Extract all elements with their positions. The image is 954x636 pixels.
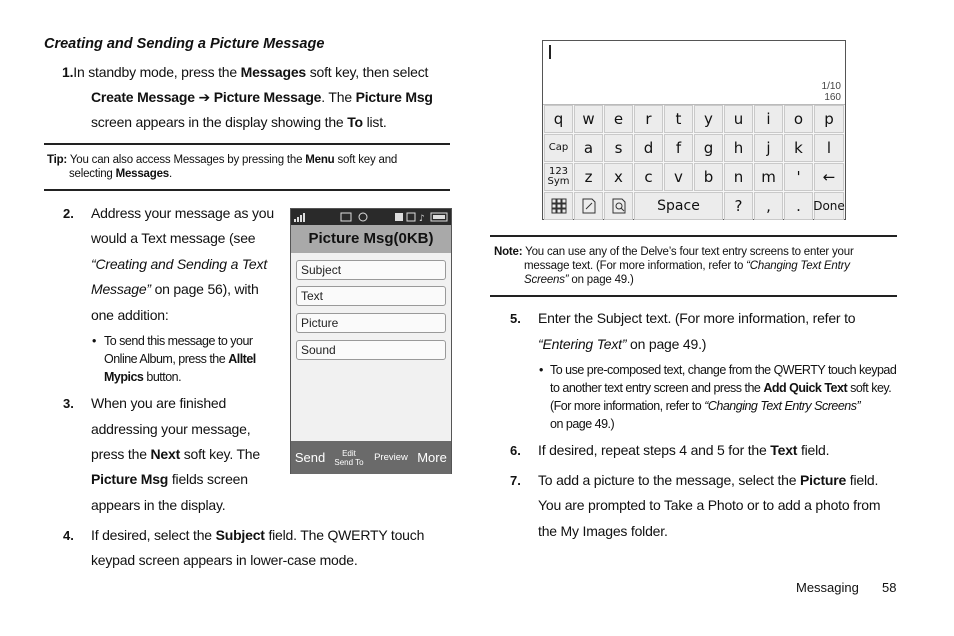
bold-term: Add Quick Text bbox=[763, 381, 848, 395]
key-c[interactable]: c bbox=[634, 163, 663, 191]
sound-field[interactable]: Sound bbox=[296, 340, 446, 360]
character-counter bbox=[822, 81, 841, 103]
text: field. The QWERTY touch bbox=[264, 527, 425, 543]
music-icon: ♪ bbox=[419, 214, 425, 224]
text: screen appears in the display showing the bbox=[91, 114, 348, 130]
step-3-line-2: addressing your message, bbox=[91, 421, 251, 437]
text: . bbox=[168, 168, 172, 180]
step-5-bullet-line-3 bbox=[550, 399, 860, 413]
qwerty-keypad-screenshot bbox=[542, 40, 846, 220]
text: fields screen bbox=[168, 471, 248, 487]
bullet-icon: • bbox=[539, 363, 543, 377]
step-number: 7. bbox=[510, 473, 521, 488]
step-1-line-1 bbox=[62, 64, 428, 80]
clock-icon bbox=[359, 213, 367, 221]
step-7-line-2: You are prompted to Take a Photo or to add a photo from bbox=[538, 497, 881, 513]
step-number: 6. bbox=[510, 443, 521, 458]
page-number: 58 bbox=[882, 580, 897, 595]
bullet-icon: • bbox=[92, 334, 96, 348]
key-label: Sym bbox=[547, 176, 570, 187]
cross-reference: Message” bbox=[91, 281, 151, 297]
note-line-1 bbox=[494, 245, 894, 259]
text: on page 49.) bbox=[568, 274, 634, 286]
note-box bbox=[494, 245, 894, 287]
step-2-bullet-line-1: To send this message to your bbox=[104, 334, 253, 348]
text: If desired, repeat steps 4 and 5 for the bbox=[538, 442, 771, 458]
softkey-label: Edit bbox=[342, 448, 356, 458]
bold-term: Picture Msg bbox=[91, 471, 169, 487]
section-title: Creating and Sending a Picture Message bbox=[44, 36, 325, 52]
step-5-bullet-line-4: on page 49.) bbox=[550, 417, 615, 431]
key-b[interactable]: b bbox=[694, 163, 723, 191]
key-w[interactable]: w bbox=[574, 105, 603, 133]
step-3-line-1: When you are finished bbox=[91, 395, 227, 411]
key-i[interactable]: i bbox=[754, 105, 783, 133]
step-2-line-4 bbox=[91, 281, 259, 297]
step-2-line-1: Address your message as you bbox=[91, 205, 274, 221]
key-z[interactable]: z bbox=[574, 163, 603, 191]
picture-field[interactable]: Picture bbox=[296, 313, 446, 333]
bold-term: To bbox=[347, 114, 363, 130]
step-7-line-1 bbox=[538, 472, 878, 488]
bold-term: Create Message bbox=[91, 89, 195, 105]
step-number: 4. bbox=[63, 528, 74, 543]
bold-term: Messages bbox=[240, 64, 306, 80]
char-remaining: 160 bbox=[824, 92, 841, 103]
key-j[interactable]: j bbox=[754, 134, 783, 162]
phone-fields-list bbox=[291, 253, 451, 441]
step-1-line-3 bbox=[91, 114, 387, 130]
key-n[interactable]: n bbox=[724, 163, 753, 191]
more-softkey[interactable]: More bbox=[417, 450, 447, 465]
text: Online Album, press the bbox=[104, 352, 229, 366]
step-number: 3. bbox=[63, 396, 74, 411]
key-v[interactable]: v bbox=[664, 163, 693, 191]
key-t[interactable]: t bbox=[664, 105, 693, 133]
arrow-icon: ➔ bbox=[198, 90, 211, 106]
picture-msg-screenshot bbox=[290, 208, 452, 474]
text: field. bbox=[797, 442, 830, 458]
text: You can also access Messages by pressing the bbox=[67, 154, 306, 166]
message-icon bbox=[341, 213, 351, 221]
text: You can use any of the Delve’s four text entry screens to enter your bbox=[522, 246, 854, 258]
text-field[interactable]: Text bbox=[296, 286, 446, 306]
tip-line-1 bbox=[47, 153, 447, 167]
step-4-line-1 bbox=[91, 527, 424, 543]
tip-line-2 bbox=[47, 167, 447, 181]
key-o[interactable]: o bbox=[784, 105, 813, 133]
text: soft key, then select bbox=[306, 64, 429, 80]
cross-reference: “Changing Text Entry Screens” bbox=[704, 399, 861, 413]
text-cursor bbox=[549, 45, 551, 59]
step-1-line-2 bbox=[91, 89, 433, 106]
key-h[interactable]: h bbox=[724, 134, 753, 162]
subject-field[interactable]: Subject bbox=[296, 260, 446, 280]
key-q[interactable]: q bbox=[544, 105, 573, 133]
text: on page 56), with bbox=[150, 281, 259, 297]
text: on page 49.) bbox=[626, 336, 707, 352]
key-l[interactable]: l bbox=[814, 134, 844, 162]
key-period[interactable]: . bbox=[784, 192, 813, 220]
note-label: Note: bbox=[494, 246, 523, 258]
text: to another text entry screen and press the bbox=[550, 381, 764, 395]
step-5-bullet-line-2 bbox=[550, 381, 891, 395]
signal-icon bbox=[294, 213, 305, 222]
key-g[interactable]: g bbox=[694, 134, 723, 162]
step-5-line-2 bbox=[538, 336, 706, 352]
footer-section-name: Messaging bbox=[796, 580, 859, 595]
text: In standby mode, press the bbox=[73, 64, 241, 80]
status-icons bbox=[291, 209, 451, 225]
step-3-line-4 bbox=[91, 471, 248, 487]
text: selecting bbox=[69, 168, 116, 180]
text: (For more information, refer to bbox=[550, 399, 705, 413]
phone-softkey-bar bbox=[291, 441, 451, 474]
cross-reference: “Entering Text” bbox=[538, 336, 627, 352]
page-counter: 1/10 bbox=[821, 81, 841, 92]
step-5-bullet-line-1: To use pre-composed text, change from the QWERTY touch keypad bbox=[550, 363, 897, 377]
tip-bottom-rule bbox=[44, 189, 450, 191]
step-2-bullet-line-3 bbox=[104, 370, 181, 384]
key-apostrophe[interactable]: ' bbox=[784, 163, 813, 191]
bold-term: Picture Msg bbox=[355, 89, 433, 105]
softkey-label: Send To bbox=[334, 457, 364, 467]
phone-status-bar bbox=[291, 209, 451, 225]
send-softkey[interactable]: Send bbox=[294, 450, 326, 465]
key-e[interactable]: e bbox=[604, 105, 633, 133]
bold-term: Picture Message bbox=[213, 89, 322, 105]
edit-send-to-softkey[interactable] bbox=[329, 441, 369, 474]
bold-term: Text bbox=[770, 442, 798, 458]
bold-term: Subject bbox=[215, 527, 265, 543]
key-k[interactable]: k bbox=[784, 134, 813, 162]
key-x[interactable]: x bbox=[604, 163, 633, 191]
text: To add a picture to the message, select the bbox=[538, 472, 801, 488]
step-6-line-1 bbox=[538, 442, 829, 458]
step-4-line-2: keypad screen appears in lower-case mode. bbox=[91, 552, 358, 568]
step-2-line-3: “Creating and Sending a Text bbox=[91, 256, 268, 272]
note-line-3 bbox=[494, 273, 894, 287]
caps-key[interactable]: Cap bbox=[544, 134, 573, 162]
step-3-line-3 bbox=[91, 446, 260, 462]
step-5-line-1: Enter the Subject text. (For more information, refer to bbox=[538, 310, 856, 326]
key-m[interactable]: m bbox=[754, 163, 783, 191]
text: list. bbox=[362, 114, 387, 130]
bold-term: Picture bbox=[800, 472, 847, 488]
key-r[interactable]: r bbox=[634, 105, 663, 133]
text: . The bbox=[321, 89, 356, 105]
space-key[interactable]: Space bbox=[634, 192, 723, 220]
key-d[interactable]: d bbox=[634, 134, 663, 162]
step-2-line-5: one addition: bbox=[91, 307, 169, 323]
step-number: 2. bbox=[63, 206, 74, 221]
key-s[interactable]: s bbox=[604, 134, 633, 162]
memory-icon bbox=[407, 213, 415, 221]
key-label: 123 bbox=[548, 166, 569, 177]
text: message text. (For more information, refer to bbox=[524, 260, 747, 272]
tip-top-rule bbox=[44, 143, 450, 145]
key-comma[interactable]: , bbox=[754, 192, 783, 220]
text: soft key. bbox=[847, 381, 892, 395]
key-a[interactable]: a bbox=[574, 134, 603, 162]
key-p[interactable]: p bbox=[814, 105, 844, 133]
text: soft key. The bbox=[180, 446, 260, 462]
backspace-key[interactable]: ← bbox=[814, 163, 844, 191]
note-bottom-rule bbox=[490, 295, 897, 297]
tip-label: Tip: bbox=[47, 154, 68, 166]
key-f[interactable]: f bbox=[664, 134, 693, 162]
step-2-bullet-line-2 bbox=[104, 352, 256, 366]
cross-reference: Screens” bbox=[524, 274, 569, 286]
note-line-2 bbox=[494, 259, 894, 273]
bold-term: Alltel bbox=[228, 352, 256, 366]
key-question[interactable]: ? bbox=[724, 192, 753, 220]
step-7-line-3: the My Images folder. bbox=[538, 523, 668, 539]
text: button. bbox=[143, 370, 182, 384]
text: field. bbox=[846, 472, 879, 488]
key-u[interactable]: u bbox=[724, 105, 753, 133]
phone-screen-title: Picture Msg(0KB) bbox=[291, 225, 451, 253]
app-icon bbox=[395, 213, 403, 221]
text: If desired, select the bbox=[91, 527, 216, 543]
step-number: 5. bbox=[510, 311, 521, 326]
step-3-line-5: appears in the display. bbox=[91, 497, 226, 513]
preview-softkey[interactable]: Preview bbox=[374, 452, 408, 463]
keypad-grid-icon[interactable] bbox=[544, 192, 573, 220]
text: soft key and bbox=[334, 154, 398, 166]
symbol-mode-key[interactable] bbox=[544, 163, 573, 191]
bold-term: Menu bbox=[305, 154, 335, 166]
step-2-line-2: would a Text message (see bbox=[91, 230, 256, 246]
bold-term: Next bbox=[150, 446, 181, 462]
key-y[interactable]: y bbox=[694, 105, 723, 133]
bold-term: Mypics bbox=[104, 370, 144, 384]
note-edit-icon[interactable] bbox=[574, 192, 603, 220]
done-key[interactable]: Done bbox=[814, 192, 844, 220]
tip-box bbox=[47, 153, 447, 181]
step-number: 1. bbox=[62, 64, 74, 80]
message-text-area[interactable] bbox=[543, 41, 845, 105]
note-top-rule bbox=[490, 235, 897, 237]
cross-reference: “Changing Text Entry bbox=[746, 260, 850, 272]
bold-term: Messages bbox=[115, 168, 169, 180]
text: press the bbox=[91, 446, 151, 462]
document-search-icon[interactable] bbox=[604, 192, 633, 220]
